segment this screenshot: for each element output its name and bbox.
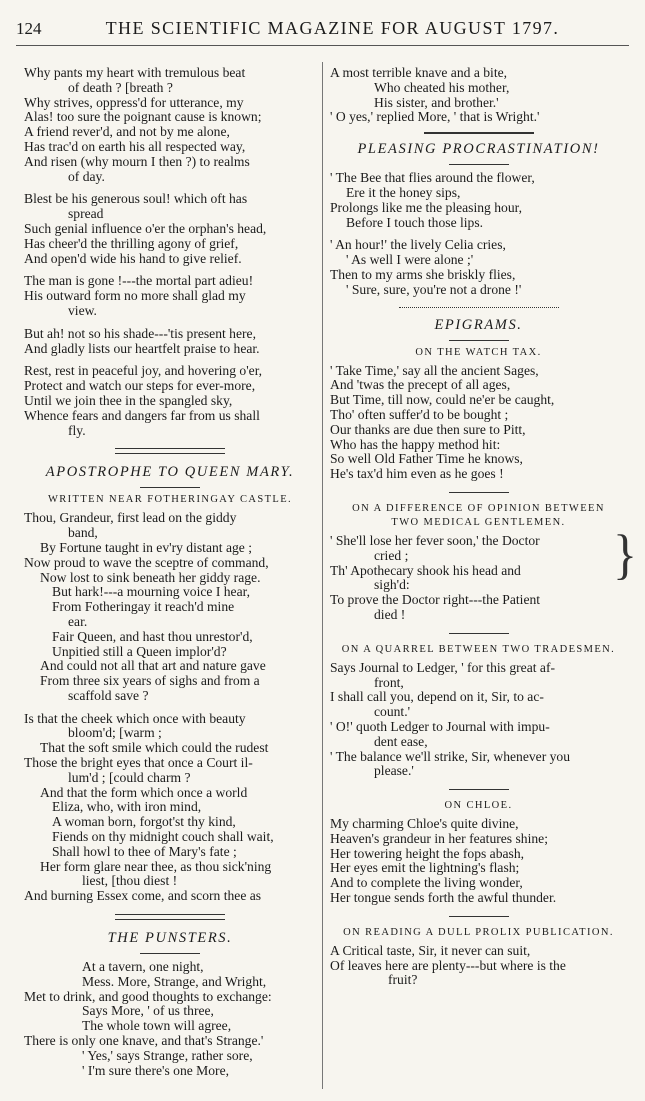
poem-line: bloom'd; [warm ; (68, 725, 162, 741)
poem-line: I shall call you, depend on it, Sir, to ac- (330, 689, 544, 705)
poem-line: died ! (374, 606, 406, 622)
difference-title-2: TWO MEDICAL GENTLEMEN. (391, 516, 566, 528)
running-header (16, 18, 629, 42)
poem-line: Fair Queen, and hast thou unrestor'd, (52, 628, 253, 644)
poem-line: Mess. More, Strange, and Wright, (82, 973, 267, 989)
poem-line: Her towering height the fops abash, (330, 845, 525, 861)
poem-line: front, (374, 674, 404, 690)
poem-line: Such genial influence o'er the orphan's head, (24, 220, 267, 236)
watch-tax-epigram (330, 364, 627, 482)
poem-line: Met to drink, and good thoughts to exchange: (24, 988, 272, 1004)
poem-line: Before I touch those lips. (346, 214, 484, 230)
dull-title: ON READING A DULL PROLIX PUBLICATION. (343, 926, 614, 938)
poem-line: Rest, rest in peaceful joy, and hovering o'er, (24, 363, 263, 379)
title-underline (140, 953, 200, 954)
poem-line: ear. (68, 613, 88, 629)
poem-line: scaffold save ? (68, 687, 149, 703)
poem-line: Her form glare near thee, as thou sick'ning (40, 858, 272, 874)
poem-line: Who has the happy method hit: (330, 436, 501, 452)
poem-line: Then to my arms she briskly flies, (330, 266, 516, 282)
poem-line: ' Take Time,' say all the ancient Sages, (330, 362, 539, 378)
poem-line: And 'twas the precept of all ages, (330, 377, 511, 393)
right-column (330, 65, 637, 988)
poem-line: liest, [thou diest ! (82, 873, 178, 889)
poem-line: Why pants my heart with tremulous beat (24, 65, 246, 80)
poem-line: From Fotheringay it reach'd mine (52, 599, 235, 615)
poem-line: Th' Apothecary shook his head and (330, 562, 521, 578)
poem-line: A most terrible knave and a bite, (330, 65, 508, 80)
poem-line: ' An hour!' the lively Celia cries, (330, 237, 506, 253)
poem-line: Who cheated his mother, (374, 79, 510, 95)
apostrophe-subtitle: WRITTEN NEAR FOTHERINGAY CASTLE. (47, 494, 293, 506)
poem-line: And burning Essex come, and scorn thee as (24, 888, 262, 904)
poem-line: ' She'll lose her fever soon,' the Doctor (330, 532, 540, 548)
poem-line: To prove the Doctor right---the Patient (330, 592, 541, 608)
section-divider (399, 307, 559, 308)
poem-line: view. (68, 302, 97, 318)
header-rule (16, 45, 629, 46)
poem-line: lum'd ; [could charm ? (68, 769, 191, 785)
procrastination-title: PLEASING PROCRASTINATION! (357, 141, 600, 158)
title-underline (449, 164, 509, 165)
section-divider (424, 132, 534, 134)
poem-line: And that the form which once a world (40, 784, 248, 800)
poem-line: count.' (374, 704, 411, 720)
poem-line: ' The Bee that flies around the flower, (330, 170, 535, 186)
section-divider (115, 914, 225, 920)
poem-line: ' Yes,' says Strange, rather sore, (82, 1047, 253, 1063)
poem-line: Whence fears and dangers far from us shall (24, 407, 260, 423)
section-divider (449, 633, 509, 634)
poem-line: of day. (68, 168, 105, 184)
poem-line: ' I'm sure there's one More, (82, 1062, 230, 1078)
poem-line: of death ? [breath ? (68, 79, 173, 95)
poem-line: Her tongue sends forth the awful thunder. (330, 890, 557, 906)
poem-line: Tho' often suffer'd to be bought ; (330, 406, 509, 422)
quarrel-epigram (330, 661, 627, 779)
poem-line: Eliza, who, with iron mind, (52, 799, 202, 815)
page-number: 124 (16, 19, 42, 38)
punsters-title: THE PUNSTERS. (107, 930, 233, 947)
poem-line: band, (68, 525, 98, 541)
poem-line: Shall howl to thee of Mary's fate ; (52, 843, 237, 859)
poem-line: And to complete the living wonder, (330, 875, 523, 891)
punsters-poem (24, 960, 316, 1078)
poem-line: ' The balance we'll strike, Sir, whenever you (330, 748, 571, 764)
poem-line: dent ease, (374, 733, 428, 749)
poem-line: Has cheer'd the thrilling agony of grief, (24, 235, 239, 251)
poem-line: please.' (374, 763, 414, 779)
poem-line: fruit? (388, 972, 418, 988)
section-divider (115, 448, 225, 454)
poem-line: fly. (68, 422, 86, 438)
poem-line: From three six years of sighs and from a (40, 673, 260, 689)
poem-line: Now proud to wave the sceptre of command, (24, 554, 269, 570)
chloe-epigram (330, 817, 627, 906)
poem-line: That the soft smile which could the rudest (40, 740, 269, 756)
poem-line: And could not all that art and nature gave (40, 658, 266, 674)
curly-brace: } (613, 522, 637, 585)
quarrel-title: ON A QUARREL BETWEEN TWO TRADESMEN. (341, 643, 616, 655)
section-divider (449, 492, 509, 493)
poem-line: He's tax'd him even as he goes ! (330, 466, 504, 482)
poem-line: But Time, till now, could ne'er be caught, (330, 392, 555, 408)
left-column (24, 66, 316, 1078)
watch-tax-title: ON THE WATCH TAX. (415, 346, 542, 358)
chloe-title: ON CHLOE. (444, 800, 513, 812)
poem-line: Blest be his generous soul! which oft has (24, 191, 248, 207)
poem-line: So well Old Father Time he knows, (330, 451, 523, 467)
procrastination-poem (330, 171, 627, 297)
poem-line: Now lost to sink beneath her giddy rage. (40, 569, 261, 585)
poem-line: ' O!' quoth Ledger to Journal with impu- (330, 718, 550, 734)
poem-line: Of leaves here are plenty---but where is the (330, 957, 566, 973)
poem-line: sigh'd: (374, 577, 410, 593)
poem-line: Prolongs like me the pleasing hour, (330, 199, 523, 215)
poem-line: By Fortune taught in ev'ry distant age ; (40, 539, 252, 555)
poem-line: spread (68, 206, 104, 222)
poem-line: The man is gone !---the mortal part adieu! (24, 273, 254, 289)
poem-line: Until we join thee in the spangled sky, (24, 392, 233, 408)
poem-line: And risen (why mourn I then ?) to realms (24, 153, 250, 169)
magazine-title: THE SCIENTIFIC MAGAZINE FOR AUGUST 1797. (105, 18, 560, 38)
column-divider (322, 62, 323, 1089)
poem-line: The whole town will agree, (82, 1018, 232, 1034)
poem-line: Protect and watch our steps for ever-more, (24, 378, 256, 394)
poem-line: Has trac'd on earth his all respected way, (24, 138, 246, 154)
poem-line: But ah! not so his shade---'tis present here, (24, 325, 256, 341)
poem-line: ' O yes,' replied More, ' that is Wright.' (330, 109, 540, 125)
poem-line: Why strives, oppress'd for utterance, my (24, 94, 244, 110)
poem-line: Heaven's grandeur in her features shine; (330, 830, 548, 846)
poem-line: Is that the cheek which once with beauty (24, 710, 246, 726)
poem-line: A friend rever'd, and not by me alone, (24, 124, 230, 140)
poem-line: ' As well I were alone ;' (346, 252, 474, 268)
poem-line: There is only one knave, and that's Strange.' (24, 1033, 264, 1049)
apostrophe-title: APOSTROPHE TO QUEEN MARY. (45, 464, 295, 481)
title-underline (449, 340, 509, 341)
punsters-continued (330, 66, 627, 125)
poem-line: Says More, ' of us three, (82, 1003, 214, 1019)
poem-line: Fiends on thy midnight couch shall wait, (52, 829, 274, 845)
poem-line: Those the bright eyes that once a Court il- (24, 755, 253, 771)
poem-line: Her eyes emit the lightning's flash; (330, 860, 520, 876)
section-divider (449, 916, 509, 917)
apostrophe-poem (24, 511, 316, 904)
poem-line: A woman born, forgot'st thy kind, (52, 814, 236, 830)
poem-line: ' Sure, sure, you're not a drone !' (346, 281, 522, 297)
poem-line: At a tavern, one night, (82, 959, 204, 975)
poem-line: And gladly lists our heartfelt praise to hear. (24, 340, 260, 356)
poem-line: His outward form no more shall glad my (24, 288, 246, 304)
poem-line: Unpitied still a Queen implor'd? (52, 643, 227, 659)
poem-line: Thou, Grandeur, first lead on the giddy (24, 510, 237, 526)
poem-line: My charming Chloe's quite divine, (330, 816, 519, 832)
poem-line: Our thanks are due then sure to Pitt, (330, 421, 526, 437)
difference-title: ON A DIFFERENCE OF OPINION BETWEEN (352, 502, 605, 514)
poem-line: But hark!---a mourning voice I hear, (52, 584, 250, 600)
poem-line: Ere it the honey sips, (346, 184, 461, 200)
dull-epigram (330, 944, 627, 988)
title-underline (140, 487, 200, 488)
poem-line: cried ; (374, 547, 409, 563)
poem-line: And open'd wide his hand to give relief. (24, 250, 242, 266)
epigrams-title: EPIGRAMS. (434, 316, 523, 333)
elegy-poem (24, 66, 316, 438)
poem-line: Alas! too sure the poignant cause is known; (24, 109, 262, 125)
poem-line: Says Journal to Ledger, ' for this great af- (330, 659, 556, 675)
poem-line: His sister, and brother.' (374, 94, 499, 110)
section-divider (449, 789, 509, 790)
poem-line: A Critical taste, Sir, it never can suit, (330, 942, 531, 958)
